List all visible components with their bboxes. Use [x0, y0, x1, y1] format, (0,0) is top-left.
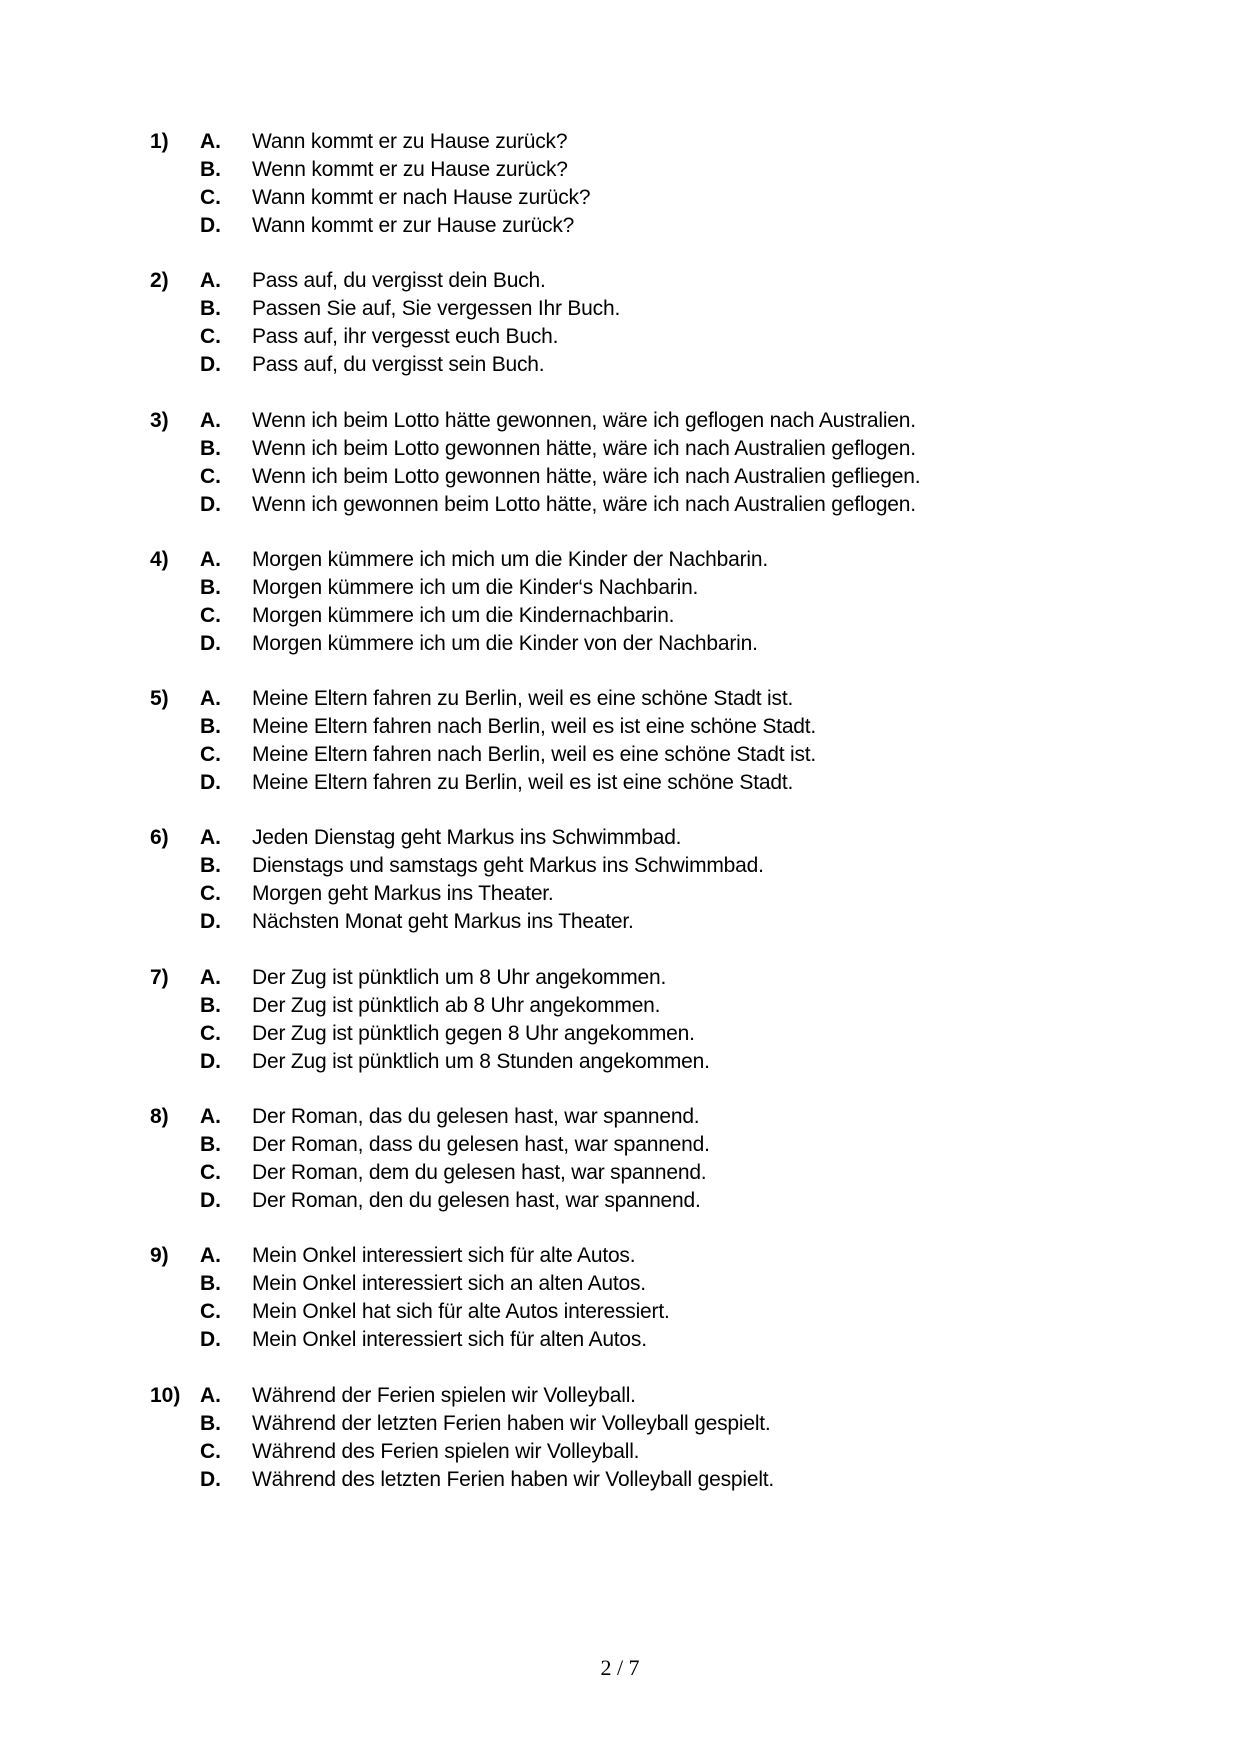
option-text: Der Zug ist pünktlich um 8 Stunden angekommen. [252, 1049, 710, 1073]
answer-option [150, 1438, 1150, 1466]
answer-option [150, 463, 1150, 491]
question-list [150, 128, 1150, 1521]
option-letter: A. [200, 965, 221, 989]
option-letter: B. [200, 575, 221, 599]
option-letter: D. [200, 631, 221, 655]
answer-option [150, 295, 1150, 323]
option-text: Der Zug ist pünktlich ab 8 Uhr angekommen. [252, 993, 661, 1017]
option-text: Während des letzten Ferien haben wir Volleyball gespielt. [252, 1467, 775, 1491]
option-letter: C. [200, 1439, 221, 1463]
option-letter: A. [200, 547, 221, 571]
option-letter: A. [200, 1244, 221, 1268]
answer-option [150, 546, 1150, 574]
answer-option [150, 1103, 1150, 1131]
option-letter: C. [200, 743, 221, 767]
option-letter: D. [200, 1189, 221, 1213]
option-text: Während des Ferien spielen wir Volleyball. [252, 1439, 640, 1463]
option-letter: C. [200, 325, 221, 349]
option-letter: C. [200, 603, 221, 627]
question-block [150, 824, 1150, 936]
option-text: Wenn ich beim Lotto gewonnen hätte, wäre ich nach Australien geflogen. [252, 436, 916, 460]
option-letter: A. [200, 1105, 221, 1129]
option-letter: C. [200, 1021, 221, 1045]
option-letter: B. [200, 715, 221, 739]
answer-option [150, 128, 1150, 156]
option-text: Mein Onkel hat sich für alte Autos interessiert. [252, 1300, 670, 1324]
answer-option [150, 491, 1150, 519]
answer-option [150, 156, 1150, 184]
question-number: 4) [150, 547, 169, 571]
answer-option [150, 1131, 1150, 1159]
question-number: 2) [150, 269, 169, 293]
option-text: Mein Onkel interessiert sich für alte Autos. [252, 1244, 636, 1268]
answer-option [150, 964, 1150, 992]
question-block [150, 128, 1150, 240]
answer-option [150, 992, 1150, 1020]
answer-option [150, 351, 1150, 379]
answer-option [150, 1382, 1150, 1410]
option-text: Jeden Dienstag geht Markus ins Schwimmbad. [252, 826, 682, 850]
option-letter: D. [200, 214, 221, 237]
option-letter: B. [200, 854, 221, 878]
option-text: Passen Sie auf, Sie vergessen Ihr Buch. [252, 297, 621, 321]
option-letter: B. [200, 436, 221, 460]
option-text: Mein Onkel interessiert sich für alten Autos. [252, 1328, 647, 1352]
option-text: Meine Eltern fahren nach Berlin, weil es eine schöne Stadt ist. [252, 743, 817, 767]
option-text: Der Roman, den du gelesen hast, war spannend. [252, 1189, 701, 1213]
answer-option [150, 212, 1150, 240]
option-letter: D. [200, 492, 221, 516]
option-text: Pass auf, du vergisst dein Buch. [252, 269, 546, 293]
question-number: 8) [150, 1105, 169, 1129]
question-block [150, 1242, 1150, 1354]
answer-option [150, 267, 1150, 295]
option-text: Wann kommt er nach Hause zurück? [252, 186, 591, 209]
answer-option [150, 1326, 1150, 1354]
option-text: Wenn ich gewonnen beim Lotto hätte, wäre ich nach Australien geflogen. [252, 492, 916, 516]
option-letter: B. [200, 297, 221, 321]
option-letter: A. [200, 826, 221, 850]
option-text: Wenn kommt er zu Hause zurück? [252, 158, 568, 181]
question-number: 3) [150, 408, 169, 432]
question-number: 9) [150, 1244, 169, 1268]
answer-option [150, 1270, 1150, 1298]
page-number: 2 / 7 [600, 1655, 640, 1680]
option-letter: A. [200, 1383, 221, 1407]
answer-option [150, 1159, 1150, 1187]
option-text: Morgen kümmere ich um die Kindernachbarin. [252, 603, 675, 627]
question-number: 6) [150, 826, 169, 850]
option-letter: C. [200, 882, 221, 906]
option-text: Pass auf, ihr vergesst euch Buch. [252, 325, 559, 349]
option-text: Morgen kümmere ich um die Kinder‘s Nachbarin. [252, 575, 699, 599]
question-number: 10) [150, 1383, 181, 1407]
option-letter: D. [200, 771, 221, 795]
option-letter: C. [200, 464, 221, 488]
option-text: Wann kommt er zu Hause zurück? [252, 130, 568, 153]
option-text: Meine Eltern fahren zu Berlin, weil es ist eine schöne Stadt. [252, 771, 794, 795]
question-block [150, 964, 1150, 1076]
option-letter: C. [200, 186, 221, 209]
option-letter: A. [200, 269, 221, 293]
answer-option [150, 1242, 1150, 1270]
option-letter: B. [200, 993, 221, 1017]
option-text: Der Roman, das du gelesen hast, war spannend. [252, 1105, 700, 1129]
option-letter: D. [200, 1328, 221, 1352]
option-letter: D. [200, 353, 221, 377]
option-text: Wenn ich beim Lotto hätte gewonnen, wäre ich geflogen nach Australien. [252, 408, 916, 432]
answer-option [150, 713, 1150, 741]
option-letter: A. [200, 130, 221, 153]
option-letter: B. [200, 1272, 221, 1296]
answer-option [150, 685, 1150, 713]
question-number: 7) [150, 965, 169, 989]
option-text: Der Zug ist pünktlich gegen 8 Uhr angekommen. [252, 1021, 695, 1045]
answer-option [150, 435, 1150, 463]
option-letter: B. [200, 1411, 221, 1435]
question-block [150, 407, 1150, 519]
answer-option [150, 741, 1150, 769]
question-block [150, 1382, 1150, 1494]
question-block [150, 267, 1150, 379]
answer-option [150, 1466, 1150, 1494]
answer-option [150, 1187, 1150, 1215]
question-block [150, 546, 1150, 658]
answer-option [150, 1020, 1150, 1048]
option-letter: D. [200, 1467, 221, 1491]
answer-option [150, 323, 1150, 351]
option-text: Meine Eltern fahren zu Berlin, weil es eine schöne Stadt ist. [252, 687, 794, 711]
option-text: Während der letzten Ferien haben wir Volleyball gespielt. [252, 1411, 771, 1435]
option-letter: B. [200, 158, 221, 181]
option-text: Nächsten Monat geht Markus ins Theater. [252, 910, 634, 934]
option-text: Während der Ferien spielen wir Volleyball. [252, 1383, 636, 1407]
option-text: Morgen geht Markus ins Theater. [252, 882, 554, 906]
question-block [150, 685, 1150, 797]
option-text: Wann kommt er zur Hause zurück? [252, 214, 575, 237]
answer-option [150, 1048, 1150, 1076]
answer-option [150, 574, 1150, 602]
option-letter: A. [200, 687, 221, 711]
option-letter: A. [200, 408, 221, 432]
answer-option [150, 407, 1150, 435]
option-text: Pass auf, du vergisst sein Buch. [252, 353, 545, 377]
answer-option [150, 602, 1150, 630]
answer-option [150, 1410, 1150, 1438]
option-text: Meine Eltern fahren nach Berlin, weil es ist eine schöne Stadt. [252, 715, 817, 739]
option-text: Der Roman, dem du gelesen hast, war spannend. [252, 1161, 707, 1185]
option-text: Morgen kümmere ich mich um die Kinder der Nachbarin. [252, 547, 768, 571]
option-text: Mein Onkel interessiert sich an alten Autos. [252, 1272, 646, 1296]
answer-option [150, 769, 1150, 797]
answer-option [150, 852, 1150, 880]
option-letter: C. [200, 1300, 221, 1324]
question-block [150, 1103, 1150, 1215]
answer-option [150, 1298, 1150, 1326]
option-text: Dienstags und samstags geht Markus ins Schwimmbad. [252, 854, 764, 878]
option-letter: C. [200, 1161, 221, 1185]
option-text: Der Roman, dass du gelesen hast, war spannend. [252, 1133, 710, 1157]
option-letter: D. [200, 1049, 221, 1073]
option-letter: B. [200, 1133, 221, 1157]
question-number: 1) [150, 130, 169, 153]
option-letter: D. [200, 910, 221, 934]
answer-option [150, 630, 1150, 658]
answer-option [150, 184, 1150, 212]
option-text: Morgen kümmere ich um die Kinder von der Nachbarin. [252, 631, 758, 655]
question-number: 5) [150, 687, 169, 711]
option-text: Wenn ich beim Lotto gewonnen hätte, wäre ich nach Australien gefliegen. [252, 464, 921, 488]
option-text: Der Zug ist pünktlich um 8 Uhr angekommen. [252, 965, 667, 989]
answer-option [150, 908, 1150, 936]
answer-option [150, 880, 1150, 908]
answer-option [150, 824, 1150, 852]
